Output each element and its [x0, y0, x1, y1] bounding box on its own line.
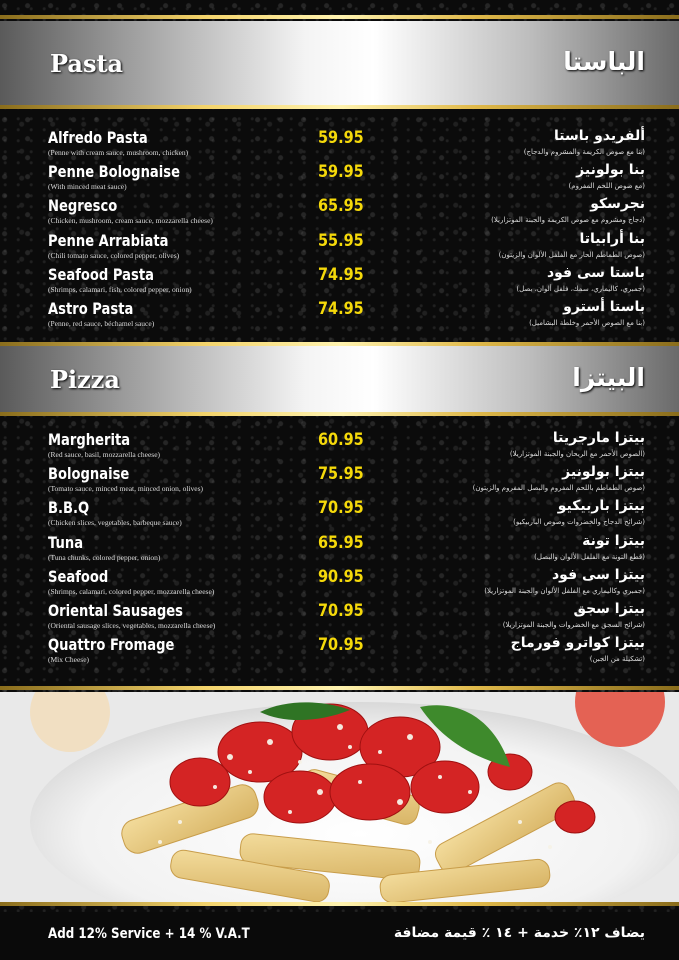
item-price: 59.95	[318, 128, 364, 148]
menu-item	[0, 601, 679, 635]
item-price: 65.95	[318, 196, 364, 217]
item-name-ar: بيتزا بولونيز	[562, 464, 645, 481]
item-description: (Chicken, mushroom, cream sauce, mozzarella cheese)	[48, 216, 213, 226]
section-title-en: Pasta	[50, 49, 124, 78]
item-description-ar: (قطع التونة مع الفلفل الألوان والبصل)	[534, 552, 645, 561]
section-title-ar: البيتزا	[572, 363, 645, 392]
menu-item	[0, 231, 679, 265]
menu-item	[0, 196, 679, 230]
item-description-ar: (شرائح الدجاج والخضروات وصوص الباربيكيو)	[513, 518, 645, 527]
menu-item	[0, 533, 679, 567]
item-description: (With minced meat sauce)	[48, 182, 127, 192]
menu-item	[0, 635, 679, 669]
menu-item	[0, 128, 679, 162]
section-title-en: Pizza	[50, 365, 120, 394]
item-name-ar: بيتزا سى فود	[551, 566, 645, 583]
pasta-banner	[0, 21, 679, 105]
item-description: (Chili tomato sauce, colored pepper, olives)	[48, 250, 180, 260]
item-name: Oriental Sausages	[48, 600, 183, 620]
pasta-dish-image	[0, 692, 679, 902]
item-name-ar: باستا سى فود	[546, 264, 645, 281]
item-description: (Penne, red sauce, béchamel sauce)	[48, 318, 155, 328]
menu-item	[0, 567, 679, 601]
item-name: Seafood	[48, 566, 109, 586]
pizza-list	[0, 430, 679, 669]
item-description-ar: (جمبري، كاليماري، سمك، فلفل ألوان، بصل)	[516, 284, 645, 293]
item-name: Penne Arrabiata	[48, 230, 169, 250]
item-name: Astro Pasta	[48, 298, 134, 318]
gold-divider	[0, 902, 679, 906]
service-note-ar: يضاف ١٢٪ خدمة + ١٤ ٪ قيمة مضافة	[393, 925, 645, 941]
item-price: 70.95	[318, 635, 364, 656]
item-name: Seafood Pasta	[48, 264, 154, 284]
footer	[0, 912, 679, 960]
gold-divider	[0, 15, 679, 19]
item-description: (Penne with cream sauce, mushroom, chicken)	[48, 148, 189, 157]
item-description: (Oriental sausage slices, vegetables, mozzarella cheese)	[48, 620, 216, 630]
item-price: 90.95	[318, 566, 364, 587]
menu-item	[0, 265, 679, 299]
menu-item	[0, 464, 679, 498]
pasta-photo	[0, 692, 679, 902]
item-name-ar: بنا أرابياتا	[579, 230, 645, 247]
item-description-ar: (بنا مع الصوص الأحمر وخلطة البشاميل)	[529, 318, 645, 327]
item-description-ar: (صوص الطماطم باللحم المفروم والبصل المفروم والزيتون)	[472, 484, 645, 493]
item-name: B.B.Q	[48, 498, 90, 518]
item-price: 70.95	[318, 600, 364, 621]
pizza-banner	[0, 346, 679, 412]
item-description-ar: (جمبري وكاليماري مع الفلفل الألوان والجبنة الموتزاريلا)	[484, 586, 645, 595]
item-price: 75.95	[318, 464, 364, 485]
item-name: Margherita	[48, 430, 131, 449]
item-price: 65.95	[318, 532, 364, 553]
item-name-ar: بيتزا سجق	[573, 600, 645, 617]
item-description-ar: (تشكيلة من الجبن)	[589, 655, 645, 664]
item-name: Penne Bolognaise	[48, 162, 180, 182]
item-price: 59.95	[318, 162, 364, 183]
item-name-ar: بيتزا مارجريتا	[552, 430, 645, 446]
item-name: Bolognaise	[48, 464, 130, 484]
item-description: (Chicken slices, vegetables, barbeque sauce)	[48, 518, 182, 528]
item-name-ar: نجرسكو	[590, 196, 645, 213]
item-description-ar: (الصوص الأحمر مع الريحان والجبنة الموتزاريلا)	[509, 450, 645, 458]
item-price: 55.95	[318, 230, 364, 251]
item-name-ar: بنا بولونيز	[576, 162, 645, 179]
item-description: (Tuna chunks, colored pepper, onion)	[48, 552, 161, 562]
item-description-ar: (مع صوص اللحم المفروم)	[568, 182, 645, 191]
item-price: 70.95	[318, 498, 364, 519]
item-name: Tuna	[48, 532, 84, 552]
item-description: (Shrimps, calamari, fish, colored pepper, onion)	[48, 284, 192, 294]
item-description: (Tomato sauce, minced meat, minced onion, olives)	[48, 484, 204, 494]
item-name: Negresco	[48, 196, 118, 216]
item-price: 74.95	[318, 298, 364, 319]
item-price: 74.95	[318, 264, 364, 285]
menu-item	[0, 162, 679, 196]
item-price: 60.95	[318, 430, 364, 450]
gold-divider	[0, 105, 679, 109]
gold-divider	[0, 412, 679, 416]
item-description-ar: (شرائح السجق مع الخضروات والجبنة الموتزاريلا)	[502, 620, 645, 629]
section-title-ar: الباستا	[563, 47, 645, 76]
item-name-ar: باستا أسترو	[563, 298, 645, 315]
pasta-list	[0, 128, 679, 333]
item-description-ar: (دجاج ومشروم مع صوص الكريمة والجبنة الموتزاريلا)	[491, 216, 645, 225]
menu-item	[0, 430, 679, 464]
item-name-ar: بيتزا باربيكيو	[557, 498, 645, 515]
item-name-ar: ألفريدو باستا	[553, 128, 645, 144]
item-name: Alfredo Pasta	[48, 128, 148, 147]
gold-divider	[0, 686, 679, 690]
item-name-ar: بيتزا كواترو فورماج	[510, 635, 645, 652]
menu-item	[0, 299, 679, 333]
item-description: (Mix Cheese)	[48, 655, 90, 665]
item-name-ar: بيتزا تونة	[582, 532, 645, 549]
item-name: Quattro Fromage	[48, 635, 175, 655]
item-description: (Shrimps, calamari, colored pepper, mozzarella cheese)	[48, 586, 215, 596]
service-note-en: Add 12% Service + 14 % V.A.T	[48, 926, 250, 942]
item-description-ar: (بنا مع صوص الكريمة والمشروم والدجاج)	[523, 148, 645, 156]
menu-item	[0, 498, 679, 532]
item-description: (Red sauce, basil, mozzarella cheese)	[48, 450, 161, 459]
item-description-ar: (صوص الطماطم الحار مع الفلفل الألوان والزيتون)	[498, 250, 645, 259]
